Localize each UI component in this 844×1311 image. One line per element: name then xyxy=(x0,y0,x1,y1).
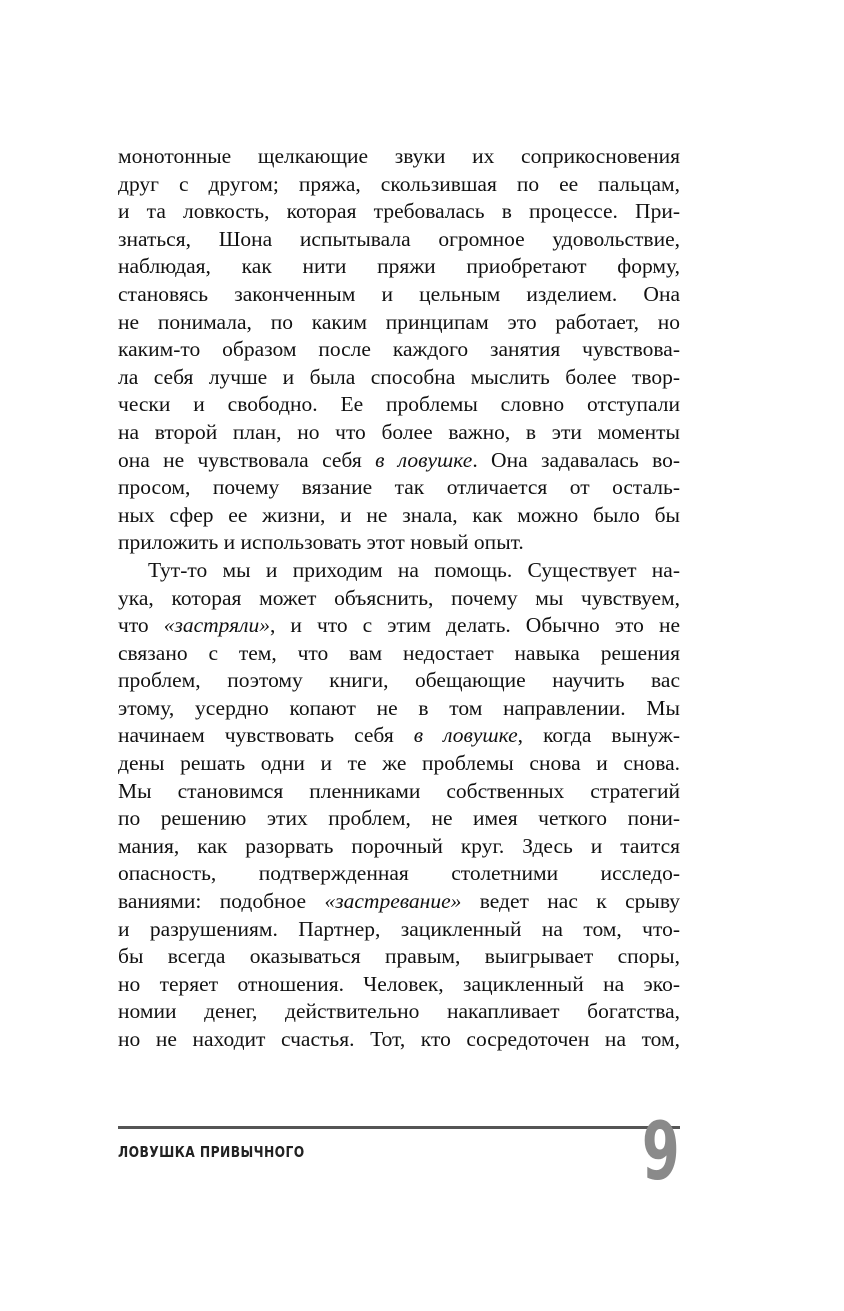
text-line xyxy=(118,971,680,999)
text-run: мания, как разорвать порочный круг. Здесь и таится xyxy=(118,833,680,858)
text-line xyxy=(118,447,680,475)
text-run: ваниями: подобное xyxy=(118,889,325,914)
text-line xyxy=(118,722,680,750)
text-line xyxy=(118,888,680,916)
text-line xyxy=(118,805,680,833)
text-run: Тут-то мы и приходим на помощь. Существует на- xyxy=(148,557,680,582)
text-run: дены решать одни и те же проблемы снова и снова. xyxy=(118,751,680,776)
text-line xyxy=(118,640,680,668)
text-line xyxy=(118,750,680,778)
text-run: ведет нас к срыву xyxy=(461,889,680,914)
text-run: знаться, Шона испытывала огромное удовольствие, xyxy=(118,226,680,251)
body-text xyxy=(118,143,680,1054)
text-line xyxy=(118,171,680,199)
text-run: наблюдая, как нити пряжи приобретают форму, xyxy=(118,254,680,279)
text-run: ла себя лучше и была способна мыслить более твор- xyxy=(118,364,680,389)
text-line xyxy=(118,695,680,723)
text-run: и та ловкость, которая требовалась в процессе. При- xyxy=(118,199,680,224)
text-line xyxy=(118,585,680,613)
text-line xyxy=(118,833,680,861)
text-run: на второй план, но что более важно, в эти моменты xyxy=(118,419,680,444)
text-line xyxy=(118,198,680,226)
italic-term: в ловушке xyxy=(413,723,518,748)
text-line xyxy=(118,226,680,254)
text-run: по решению этих проблем, не имея четкого пони- xyxy=(118,806,680,831)
running-head: ЛОВУШКА ПРИВЫЧНОГО xyxy=(118,1143,305,1161)
text-line xyxy=(118,943,680,971)
text-run: каким-то образом после каждого занятия чувствова- xyxy=(118,337,680,362)
text-line xyxy=(118,916,680,944)
text-run: Мы становимся пленниками собственных стратегий xyxy=(118,778,680,803)
text-line xyxy=(118,309,680,337)
text-run: опасность, подтвержденная столетними исследо- xyxy=(118,861,680,886)
text-run: чески и свободно. Ее проблемы словно отступали xyxy=(118,392,680,417)
text-line xyxy=(118,998,680,1026)
text-line xyxy=(118,667,680,695)
text-run: просом, почему вязание так отличается от осталь- xyxy=(118,475,680,500)
text-run: , когда вынуж- xyxy=(517,723,680,748)
page-number: 9 xyxy=(642,1105,680,1198)
text-run: номии денег, действительно накапливает богатства, xyxy=(118,999,680,1024)
text-run: бы всегда оказываться правым, выигрывает споры, xyxy=(118,944,680,969)
italic-term: «застревание» xyxy=(324,889,462,914)
text-run: и разрушениям. Партнер, зацикленный на том, что- xyxy=(118,916,680,941)
text-line xyxy=(118,419,680,447)
text-run: становясь законченным и цельным изделием. Она xyxy=(118,281,680,306)
text-line xyxy=(118,364,680,392)
text-line xyxy=(118,281,680,309)
text-run: монотонные щелкающие звуки их соприкосновения xyxy=(118,144,680,168)
italic-term: в ловушке xyxy=(375,447,473,472)
text-line xyxy=(118,143,680,171)
text-run: ука, которая может объяснить, почему мы чувствуем, xyxy=(118,585,680,610)
italic-term: «застряли» xyxy=(163,613,271,638)
footer-rule xyxy=(118,1126,680,1129)
text-run: начинаем чувствовать себя xyxy=(118,723,414,748)
text-run: этому, усердно копают не в том направлении. Мы xyxy=(118,695,680,720)
text-line xyxy=(118,336,680,364)
text-line xyxy=(118,502,680,530)
text-line xyxy=(118,557,680,585)
text-run: не понимала, по каким принципам это работает, но xyxy=(118,309,680,334)
text-run: ных сфер ее жизни, и не знала, как можно было бы xyxy=(118,502,680,527)
text-line xyxy=(118,474,680,502)
text-line xyxy=(118,253,680,281)
text-run: она не чувствовала себя xyxy=(118,447,376,472)
text-line xyxy=(118,1026,680,1054)
text-run: но теряет отношения. Человек, зацикленный на эко- xyxy=(118,971,680,996)
text-line xyxy=(118,612,680,640)
text-run: друг с другом; пряжа, скользившая по ее пальцам, xyxy=(118,171,680,196)
text-run: но не находит счастья. Тот, кто сосредоточен на том, xyxy=(118,1027,680,1051)
text-run: приложить и использовать этот новый опыт. xyxy=(118,530,524,555)
text-run: проблем, поэтому книги, обещающие научить вас xyxy=(118,668,680,693)
text-run: что xyxy=(118,613,164,638)
text-line xyxy=(118,778,680,806)
text-line xyxy=(118,529,680,557)
text-run: , и что с этим делать. Обычно это не xyxy=(270,613,680,638)
text-run: . Она задавалась во- xyxy=(472,447,680,472)
text-line xyxy=(118,860,680,888)
text-line xyxy=(118,391,680,419)
text-run: связано с тем, что вам недостает навыка решения xyxy=(118,640,680,665)
